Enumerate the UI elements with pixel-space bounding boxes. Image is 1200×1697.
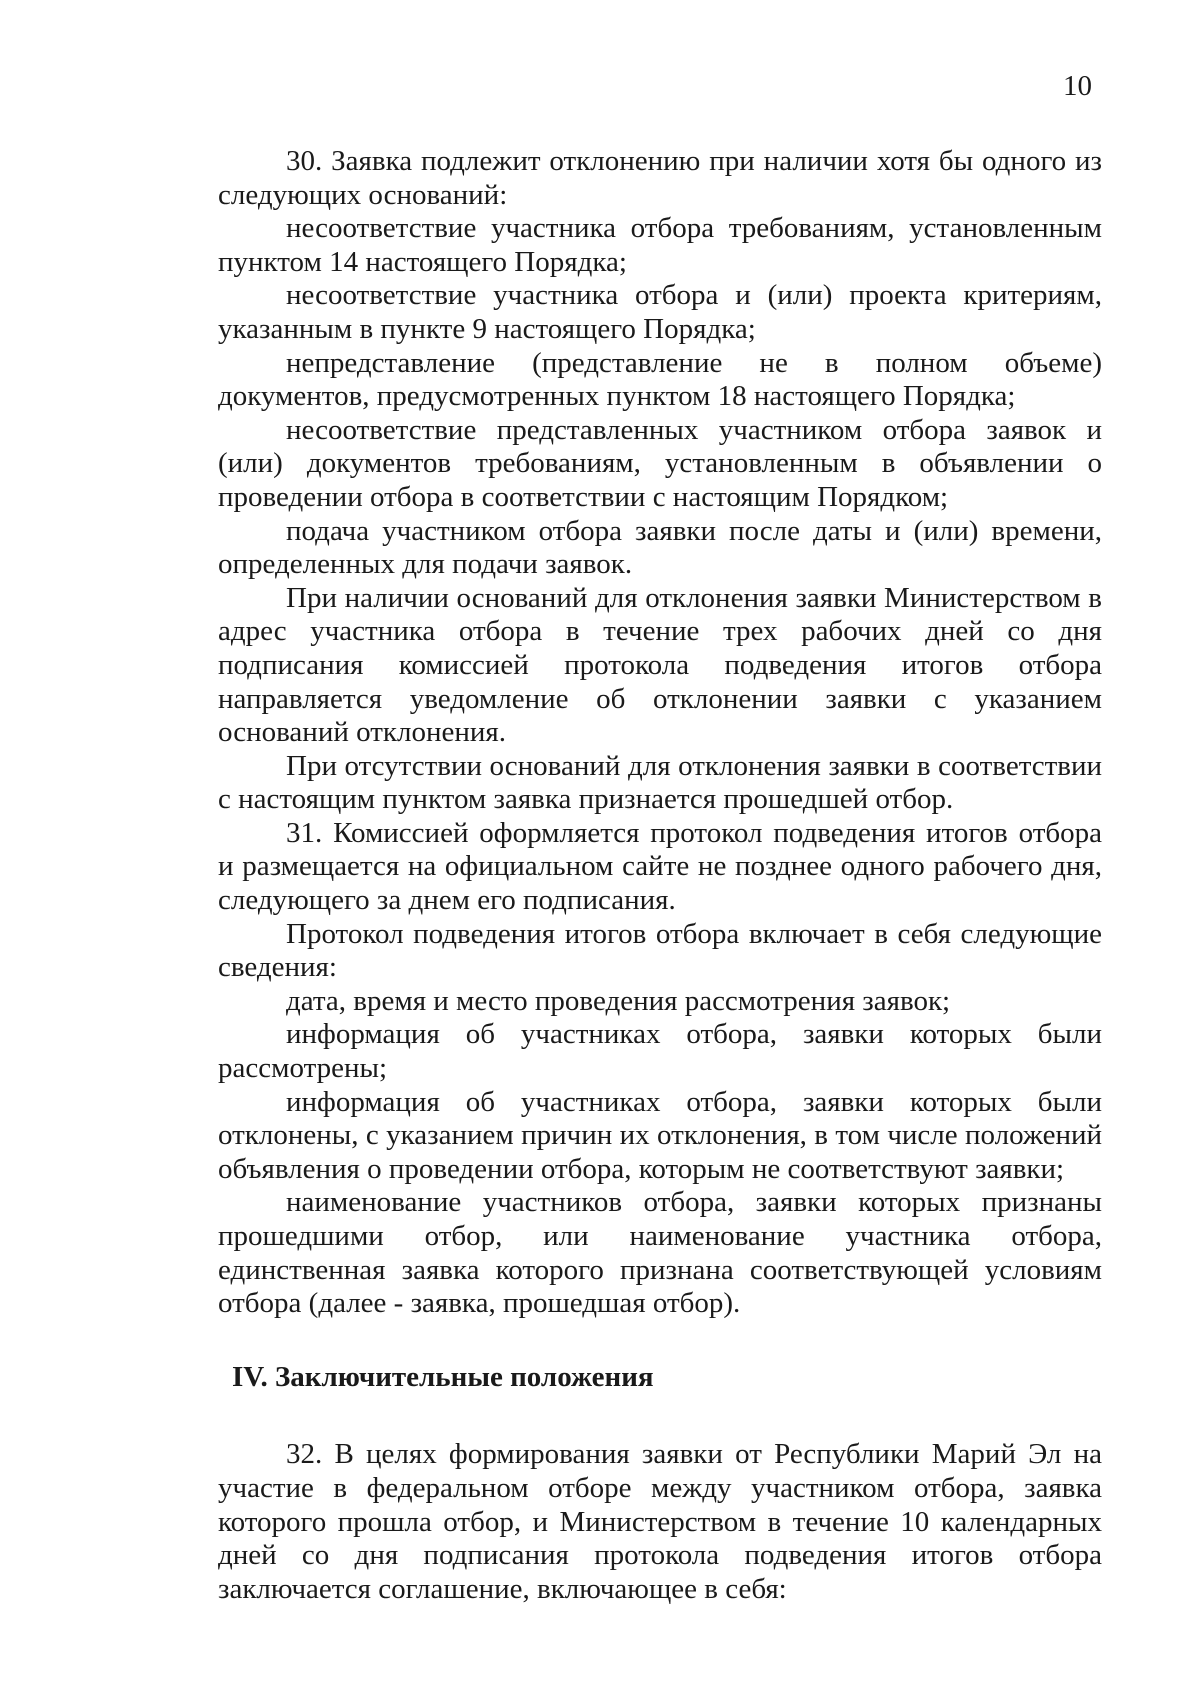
list-item: несоответствие представленных участником отбора заявок и (или) документов требованиям, установленным в объявлении о проведении отбора в соответствии с настоящим Порядком; xyxy=(218,413,1102,513)
document-body xyxy=(218,145,1102,1606)
paragraph-30-intro: 30. Заявка подлежит отклонению при наличии хотя бы одного из следующих оснований: xyxy=(218,145,1102,211)
list-item: дата, время и место проведения рассмотрения заявок; xyxy=(286,984,951,1017)
page-number: 10 xyxy=(1063,70,1092,102)
list-item: подача участником отбора заявки после даты и (или) времени, определенных для подачи заявок. xyxy=(218,514,1102,581)
list-item: наименование участников отбора, заявки которых признаны прошедшими отбор, или наименование участника отбора, единственная заявка которого признана соответствующей условиям отбора (далее - заявка, прошедшая отбор). xyxy=(218,1186,1102,1320)
list-item: информация об участниках отбора, заявки которых были отклонены, с указанием причин их отклонения, в том числе положений объявления о проведении отбора, которым не соответствуют заявки; xyxy=(218,1085,1102,1185)
list-item: несоответствие участника отбора и (или) проекта критериям, указанным в пункте 9 настоящего Порядка; xyxy=(218,279,1102,345)
paragraph: Протокол подведения итогов отбора включает в себя следующие сведения: xyxy=(218,917,1102,984)
list-item: непредставление (представление не в полном объеме) документов, предусмотренных пунктом 18 настоящего Порядка; xyxy=(218,346,1102,413)
paragraph: При наличии оснований для отклонения заявки Министерством в адрес участника отбора в течение трех рабочих дней со дня подписания комиссией протокола подведения итогов отбора направляется уведомление об отклонении заявки с указанием оснований отклонения. xyxy=(218,581,1102,749)
section-heading: IV. Заключительные положения xyxy=(232,1360,654,1393)
paragraph: При отсутствии оснований для отклонения заявки в соответствии с настоящим пунктом заявка признается прошедшей отбор. xyxy=(218,749,1102,816)
list-item: несоответствие участника отбора требованиям, установленным пунктом 14 настоящего Порядка; xyxy=(218,212,1102,278)
paragraph-32: 32. В целях формирования заявки от Республики Марий Эл на участие в федеральном отборе между участником отбора, заявка которого прошла отбор, и Министерством в течение 10 календарных дней со дня подписания протокола подведения итогов отбора заключается соглашение, включающее в себя: xyxy=(218,1438,1102,1605)
paragraph-31: 31. Комиссией оформляется протокол подведения итогов отбора и размещается на официальном сайте не позднее одного рабочего дня, следующего за днем его подписания. xyxy=(218,816,1102,917)
list-item: информация об участниках отбора, заявки которых были рассмотрены; xyxy=(218,1018,1102,1085)
